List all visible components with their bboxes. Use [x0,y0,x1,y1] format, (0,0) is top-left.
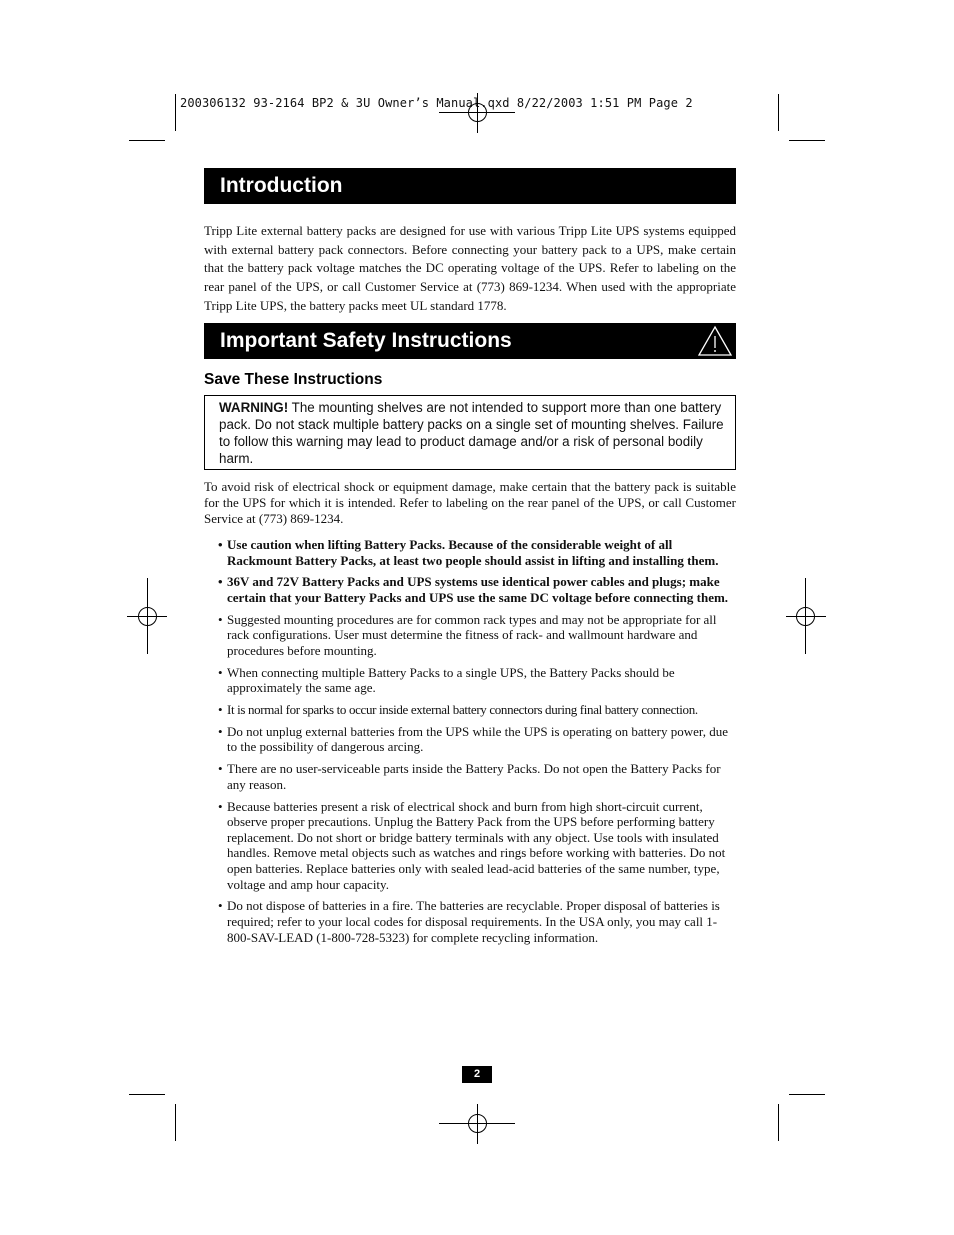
warning-triangle-icon [697,325,733,357]
crop-mark-top-right-horizontal [789,140,825,141]
list-item-text: When connecting multiple Battery Packs to a single UPS, the Battery Packs should be approximately the same age. [227,664,675,696]
list-item [218,574,736,605]
warning-text: The mounting shelves are not intended to support more than one battery pack. Do not stack multiple battery packs on a single set of mounting shelves. Failure to follow this warning may lead to product damage and/or a risk of personal bodily harm. [219,400,724,466]
crop-mark-bottom-left-horizontal [129,1094,165,1095]
list-item [218,537,736,568]
list-item [218,761,736,792]
crop-mark-bottom-left-vertical [175,1104,176,1141]
bullet-marker: • [218,537,223,552]
list-item-text: Because batteries present a risk of electrical shock and burn from high short-circuit current, observe proper precautions. Unplug the Battery Pack from the UPS before performing battery replacement. Do not short or bridge battery terminals with any object. Use tools with insulated handles. Remove metal objects such as watches and rings before working with batteries. Do not open batteries. Replace batteries only with sealed lead-acid batteries of the same number, type, voltage and amp hour capacity. [227,798,726,892]
list-item [218,898,736,945]
registration-mark-icon [786,578,826,654]
list-item-text: Use caution when lifting Battery Packs. Because of the considerable weight of all Rackmount Battery Packs, at least two people should assist in lifting and installing them. [227,537,719,568]
crop-mark-bottom-right-horizontal [789,1094,825,1095]
safety-bullet-list [218,537,736,951]
introduction-heading-text: Introduction [220,174,343,197]
warning-box [204,395,736,470]
list-item-text: There are no user-serviceable parts inside the Battery Packs. Do not open the Battery Packs for any reason. [227,761,721,792]
bullet-marker: • [218,761,223,777]
safety-heading-text: Important Safety Instructions [220,329,512,352]
introduction-heading [204,168,736,204]
bullet-marker: • [218,798,223,814]
safety-heading [204,323,736,359]
save-instructions-subheading: Save These Instructions [204,371,383,388]
crop-mark-top-left-horizontal [129,140,165,141]
bullet-marker: • [218,898,223,914]
bullet-marker: • [218,574,223,590]
bullet-marker: • [218,723,223,739]
registration-mark-icon [439,1104,515,1144]
list-item-text: Suggested mounting procedures are for common rack types and may not be appropriate for all rack configurations. User must determine the fitness of rack- and wallmount hardware and procedures before mounting. [227,611,717,658]
bullet-marker: • [218,702,223,718]
introduction-paragraph: Tripp Lite external battery packs are designed for use with various Tripp Lite UPS systems equipped with external battery pack connectors. Before connecting your battery pack to a UPS, make certain that the battery pack voltage matches the DC operating voltage of the UPS. Refer to labeling on the rear panel of the UPS, or call Customer Service at (773) 869-1234. When used with the appropriate Tripp Lite UPS, the battery packs meet UL standard 1778. [204,223,736,313]
registration-mark-icon [127,578,167,654]
crop-mark-top-left-vertical [175,94,176,131]
crop-mark-top-right-vertical [778,94,779,131]
print-slug-line: 200306132 93-2164 BP2 & 3U Owner’s Manual.qxd 8/22/2003 1:51 PM Page 2 [180,96,693,110]
crop-mark-bottom-right-vertical [778,1104,779,1141]
list-item [218,702,736,718]
safety-intro-paragraph: To avoid risk of electrical shock or equipment damage, make certain that the battery pack is suitable for the UPS for which it is intended. Refer to labeling on the rear panel of the UPS, or call Customer Service at (773) 869-1234. [204,479,736,526]
list-item [218,724,736,755]
list-item-text: It is normal for sparks to occur inside external battery connectors during final battery connection. [227,702,698,718]
list-item [218,612,736,659]
list-item-text: Do not unplug external batteries from the UPS while the UPS is operating on battery power, due to the possibility of dangerous arcing. [227,723,728,755]
list-item [218,665,736,696]
list-item [218,799,736,893]
bullet-marker: • [218,611,223,627]
list-item-text: Do not dispose of batteries in a fire. The batteries are recyclable. Proper disposal of batteries is required; refer to your local codes for disposal requirements. In the USA only, you may call 1-800-SAV-LEAD (1-800-728-5323) for complete recycling information. [227,898,720,945]
list-item-text: 36V and 72V Battery Packs and UPS systems use identical power cables and plugs; make certain that your Battery Packs and UPS use the same DC voltage before connecting them. [227,574,729,605]
page-number: 2 [462,1066,492,1083]
registration-mark-icon [439,93,515,133]
bullet-marker: • [218,664,223,680]
warning-label: WARNING! [219,400,289,415]
